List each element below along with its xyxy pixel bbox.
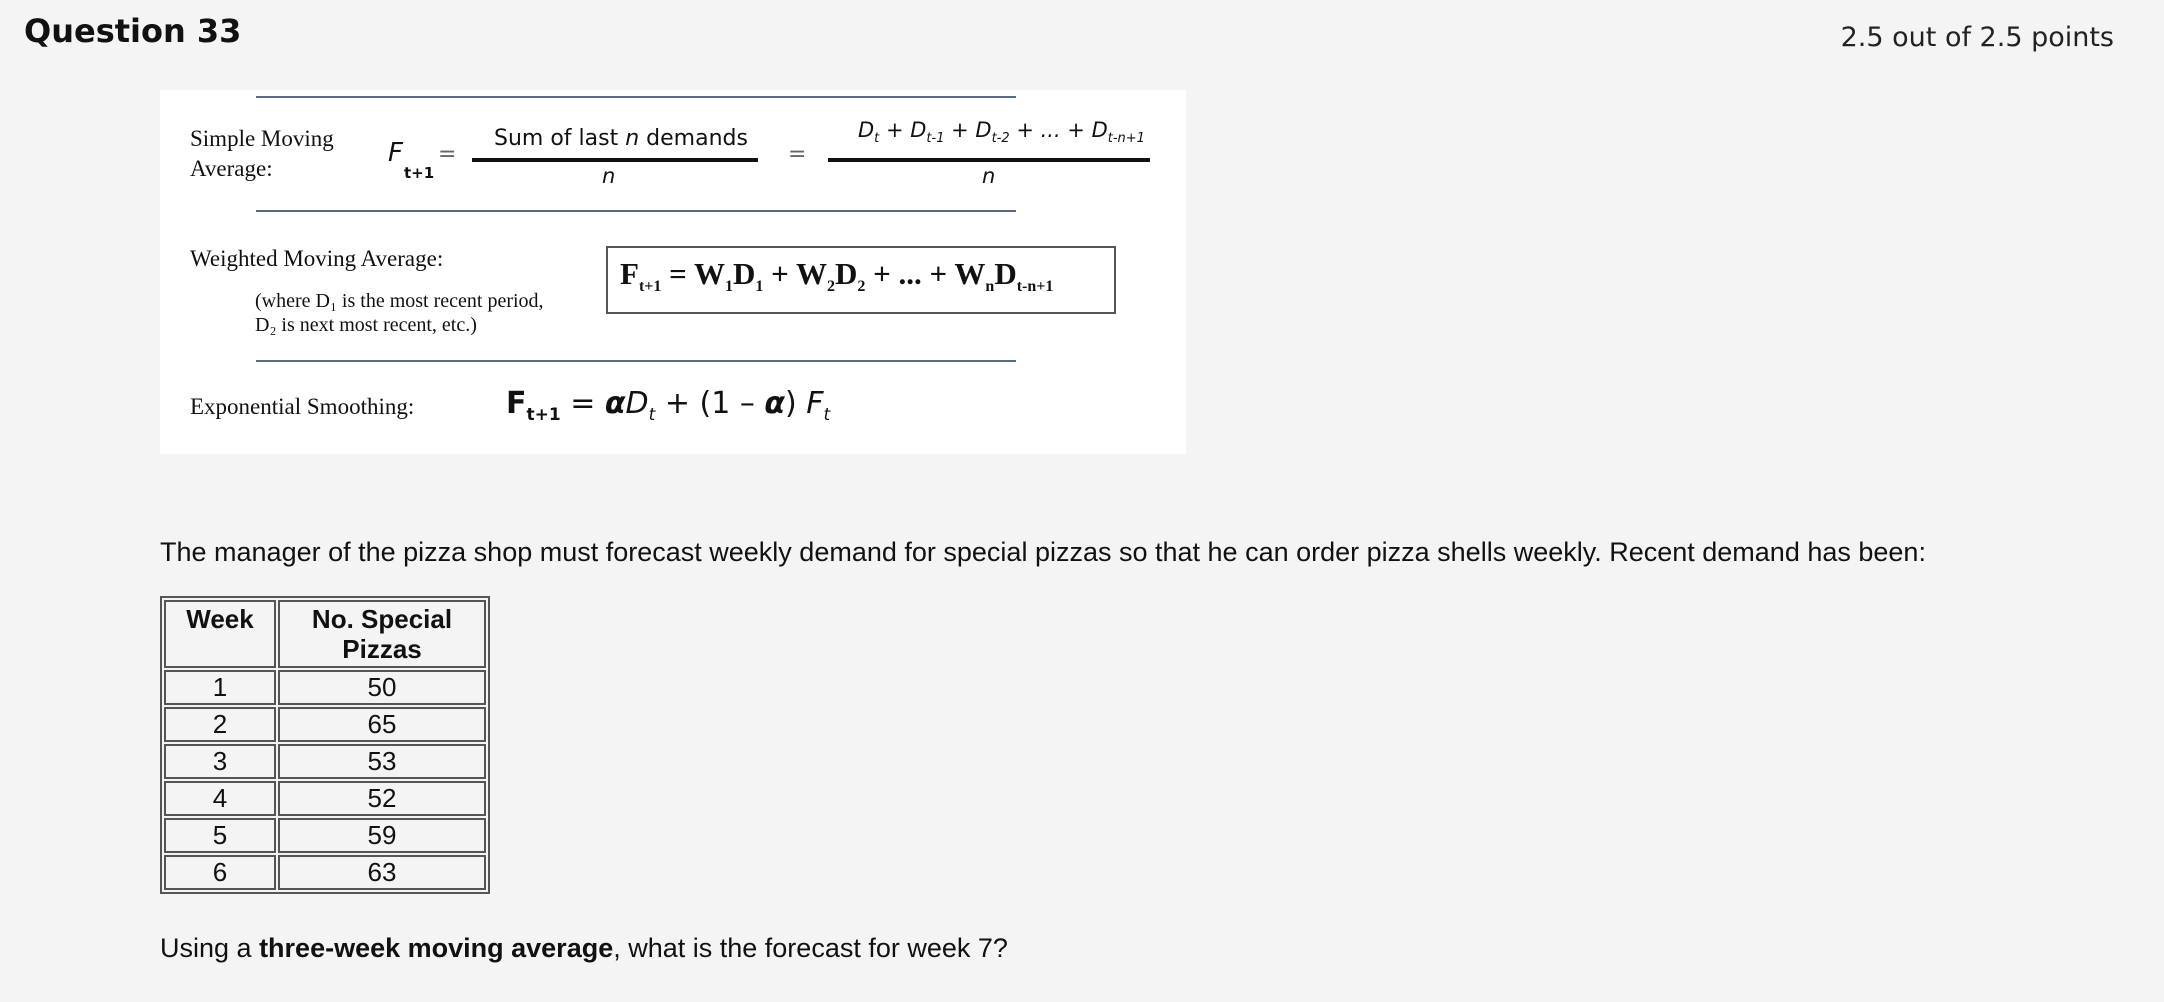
table-row: [164, 707, 486, 742]
column-header-pizzas: No. Special Pizzas: [278, 600, 486, 668]
wma-note-line1: (where D₁ is the most recent period,: [255, 290, 544, 312]
column-header-week: Week: [164, 600, 276, 668]
pizzas-cell: 52: [278, 781, 486, 816]
formula-divider: [256, 96, 1016, 98]
sma-lhs-subscript: t+1: [404, 164, 435, 182]
question-text: Using a three-week moving average, what is the forecast for week 7?: [160, 933, 1008, 963]
problem-statement: The manager of the pizza shop must forecast weekly demand for special pizzas so that he can order pizza shells weekly. Recent demand has been:: [160, 537, 1926, 567]
table-row: [164, 781, 486, 816]
es-formula: $F_{t+1} = \alpha D_t + (1 - \alpha)$ $F_t$: [506, 386, 831, 425]
pizzas-cell: 53: [278, 744, 486, 779]
pizzas-cell: 50: [278, 670, 486, 705]
week-cell: 1: [164, 670, 276, 705]
sma-equals-2: =: [788, 142, 807, 167]
sma-label-line2: Average:: [190, 156, 273, 181]
table-row: [164, 744, 486, 779]
sma-numerator: Sum of last n demands: [494, 126, 748, 151]
sma-label-line1: Simple Moving: [190, 126, 334, 151]
demand-table: [160, 596, 490, 894]
question-title: Question 33: [24, 12, 242, 50]
table-row: [164, 855, 486, 890]
formula-image: [160, 90, 1186, 454]
week-cell: 3: [164, 744, 276, 779]
sma-expanded-fraction-bar: [828, 158, 1150, 162]
week-cell: 6: [164, 855, 276, 890]
sma-fraction-bar: [472, 158, 758, 162]
wma-formula-box: [606, 246, 1116, 314]
question-emphasis: three-week moving average: [259, 933, 614, 963]
table-row: [164, 670, 486, 705]
sma-expanded-denominator: n: [982, 164, 996, 188]
formula-divider: [256, 360, 1016, 362]
pizzas-cell: 59: [278, 818, 486, 853]
formula-divider: [256, 210, 1016, 212]
pizzas-cell: 65: [278, 707, 486, 742]
sma-denominator: n: [602, 164, 616, 188]
week-cell: 4: [164, 781, 276, 816]
week-cell: 5: [164, 818, 276, 853]
es-label: Exponential Smoothing:: [190, 394, 415, 419]
sma-expanded-numerator: $D_t + D_{t-1} + D_{t-2}$ + ... + $D_{t-n+1}$: [858, 118, 1145, 147]
table-row: [164, 818, 486, 853]
pizzas-cell: 63: [278, 855, 486, 890]
wma-formula: $F_{t+1} = W_1D_1 + W_2D_2$ + ... + $W_nD_{t-n+1}$: [620, 256, 1054, 296]
week-cell: 2: [164, 707, 276, 742]
sma-equals: =: [438, 142, 457, 167]
wma-label: Weighted Moving Average:: [190, 246, 444, 271]
table-header-row: [164, 600, 486, 668]
question-points: 2.5 out of 2.5 points: [1840, 22, 2114, 53]
wma-note-line2: D₂ is next most recent, etc.): [255, 314, 477, 336]
sma-lhs: F: [388, 138, 403, 168]
